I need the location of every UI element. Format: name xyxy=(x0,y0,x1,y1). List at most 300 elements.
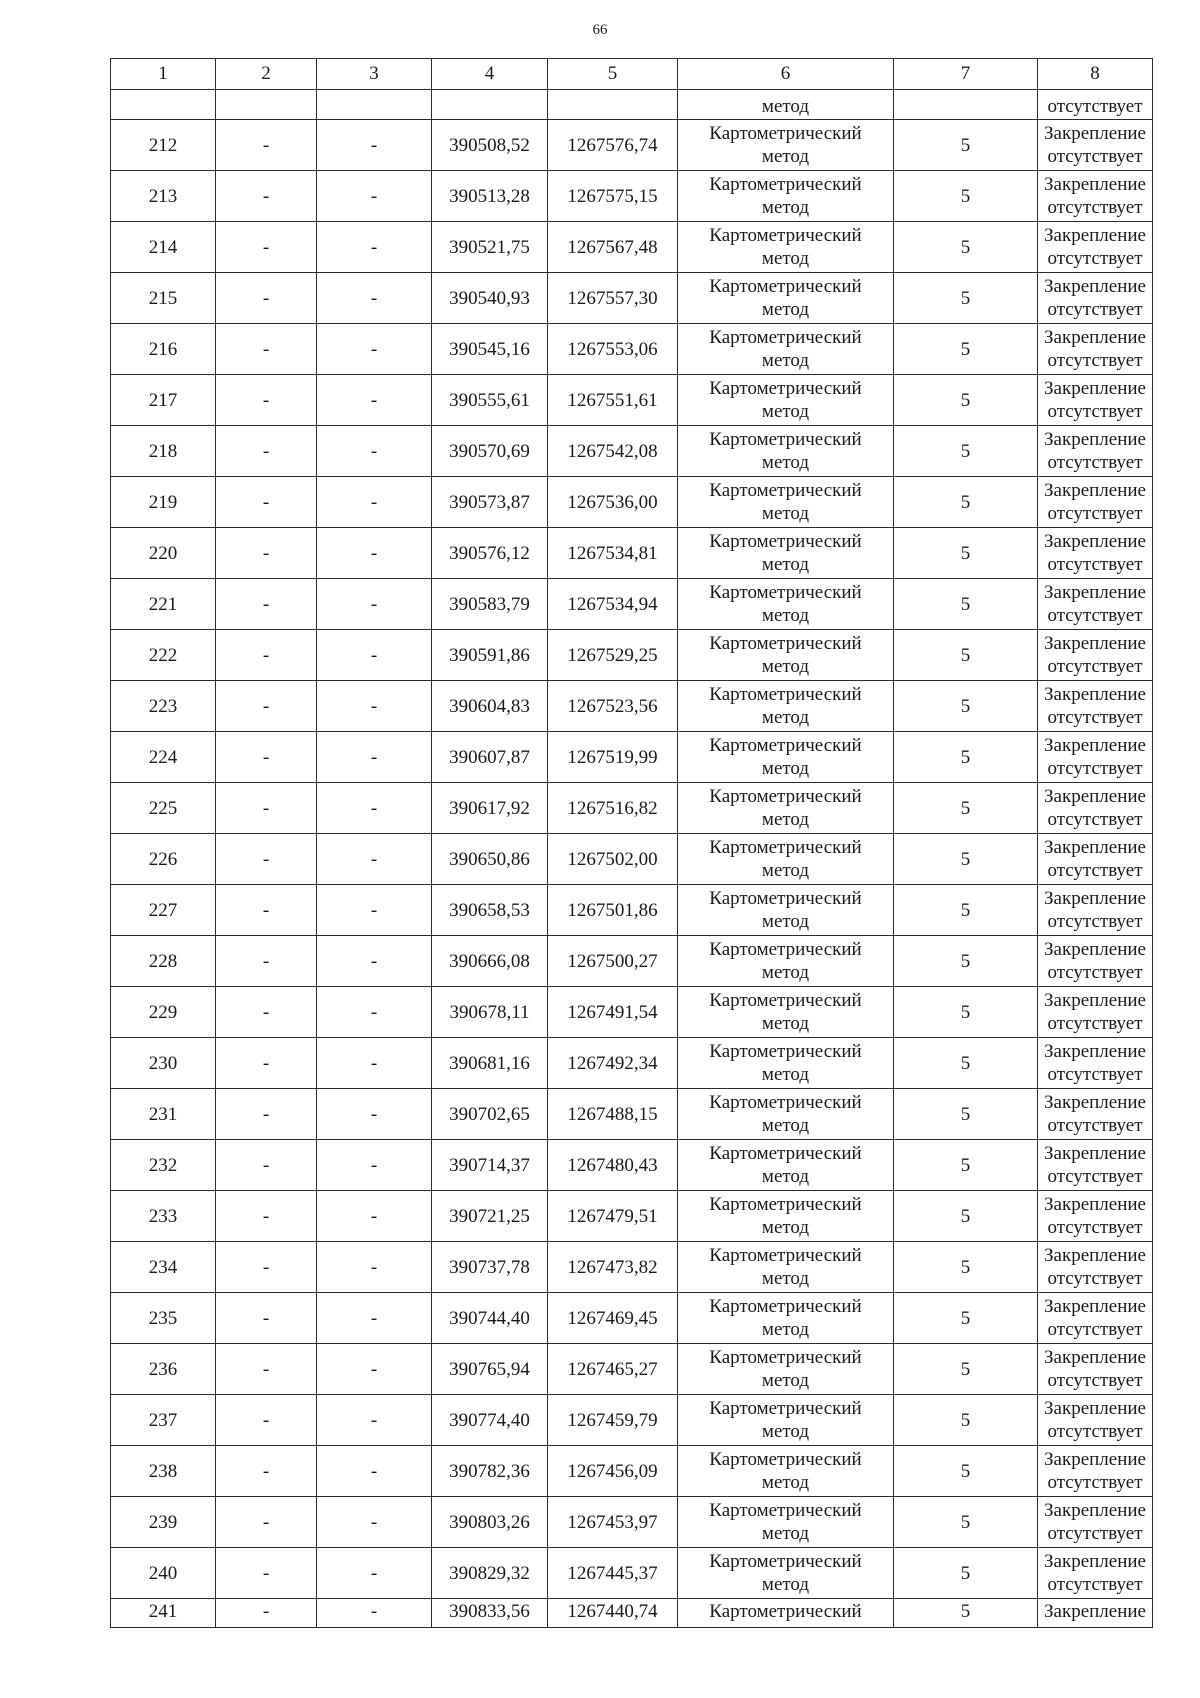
y-coordinate-cell: 1267445,37 xyxy=(548,1548,678,1599)
fixation-cell-line-1: Закрепление xyxy=(1044,1092,1146,1113)
table-cell: - xyxy=(216,630,317,681)
point-number-cell: 231 xyxy=(111,1089,216,1140)
table-cell: - xyxy=(317,732,432,783)
table-cell: - xyxy=(216,1599,317,1628)
accuracy-cell: 5 xyxy=(894,1446,1038,1497)
x-coordinate-cell: 390744,40 xyxy=(432,1293,548,1344)
y-coordinate-cell: 1267480,43 xyxy=(548,1140,678,1191)
point-number-cell: 239 xyxy=(111,1497,216,1548)
table-cell: - xyxy=(216,1242,317,1293)
table-cell: - xyxy=(216,273,317,324)
method-cell-line-2: метод xyxy=(761,350,810,371)
column-header: 7 xyxy=(894,59,1038,90)
x-coordinate-cell: 390765,94 xyxy=(432,1344,548,1395)
accuracy-cell: 5 xyxy=(894,987,1038,1038)
method-cell-line-1: Картометрический xyxy=(709,786,862,807)
method-cell-line-1: Картометрический xyxy=(709,1143,862,1164)
fixation-cell xyxy=(1038,324,1153,375)
method-cell xyxy=(678,885,894,936)
table-cell: - xyxy=(216,1038,317,1089)
accuracy-cell: 5 xyxy=(894,681,1038,732)
fixation-cell-line-1: Закрепление xyxy=(1044,225,1146,246)
point-number-cell: 224 xyxy=(111,732,216,783)
x-coordinate-cell: 390604,83 xyxy=(432,681,548,732)
fixation-cell-line-2: отсутствует xyxy=(1047,1472,1143,1493)
table-cell: - xyxy=(216,1446,317,1497)
x-coordinate-cell: 390573,87 xyxy=(432,477,548,528)
table-row xyxy=(111,171,1153,222)
fixation-cell-line-2: отсутствует xyxy=(1047,197,1143,218)
y-coordinate-cell: 1267576,74 xyxy=(548,120,678,171)
fixation-cell-line-2: отсутствует xyxy=(1047,1013,1143,1034)
table-row xyxy=(111,426,1153,477)
fixation-cell xyxy=(1038,1548,1153,1599)
y-coordinate-cell: 1267553,06 xyxy=(548,324,678,375)
fixation-cell xyxy=(1038,1191,1153,1242)
fixation-cell-line-2: отсутствует xyxy=(1047,809,1143,830)
table-cell: - xyxy=(216,375,317,426)
table-cell: - xyxy=(216,987,317,1038)
method-cell-line-2: метод xyxy=(761,809,810,830)
method-cell-line-1: Картометрический xyxy=(709,633,862,654)
method-cell-line-1: Картометрический xyxy=(709,1449,862,1470)
fixation-cell-line-2: отсутствует xyxy=(1047,1370,1143,1391)
fixation-cell-line-1: Закрепление xyxy=(1044,1296,1146,1317)
table-cell: - xyxy=(317,834,432,885)
method-cell xyxy=(678,1293,894,1344)
x-coordinate-cell: 390540,93 xyxy=(432,273,548,324)
method-cell xyxy=(678,375,894,426)
table-cell: - xyxy=(216,1497,317,1548)
fixation-cell xyxy=(1038,885,1153,936)
accuracy-cell: 5 xyxy=(894,885,1038,936)
point-number-cell: 221 xyxy=(111,579,216,630)
fixation-cell xyxy=(1038,834,1153,885)
table-cell: - xyxy=(216,120,317,171)
fixation-cell-line-1: Закрепление xyxy=(1044,939,1146,960)
y-coordinate-cell: 1267473,82 xyxy=(548,1242,678,1293)
y-coordinate-cell: 1267501,86 xyxy=(548,885,678,936)
table-cell: - xyxy=(216,1548,317,1599)
page-number: 66 xyxy=(592,22,608,38)
point-number-cell: 213 xyxy=(111,171,216,222)
x-coordinate-cell: 390650,86 xyxy=(432,834,548,885)
fixation-cell xyxy=(1038,783,1153,834)
method-cell-line-1: Картометрический xyxy=(709,735,862,756)
fixation-cell-line-2: отсутствует xyxy=(1047,911,1143,932)
table-row xyxy=(111,885,1153,936)
table-row xyxy=(111,1446,1153,1497)
table-row xyxy=(111,222,1153,273)
method-cell xyxy=(678,1038,894,1089)
y-coordinate-cell: 1267491,54 xyxy=(548,987,678,1038)
method-cell-line-2: метод xyxy=(761,962,810,983)
point-number-cell: 240 xyxy=(111,1548,216,1599)
y-coordinate-cell: 1267440,74 xyxy=(548,1599,678,1628)
method-cell-line-2: метод xyxy=(761,1574,810,1595)
table-row xyxy=(111,1038,1153,1089)
method-cell-line-1: Картометрический xyxy=(709,1296,862,1317)
fixation-cell xyxy=(1038,1038,1153,1089)
fixation-cell xyxy=(1038,936,1153,987)
fixation-cell xyxy=(1038,630,1153,681)
fixation-cell xyxy=(1038,477,1153,528)
method-cell-line-1: Картометрический xyxy=(709,1551,862,1572)
method-cell-line-1: Картометрический xyxy=(709,582,862,603)
table-row-partial xyxy=(111,1599,1153,1628)
table-row xyxy=(111,987,1153,1038)
method-cell-line-2: метод xyxy=(761,656,810,677)
table-cell xyxy=(432,90,548,120)
fixation-cell xyxy=(1038,1446,1153,1497)
method-cell xyxy=(678,1242,894,1293)
fixation-cell-line-1: Закрепление xyxy=(1044,1500,1146,1521)
fixation-cell-line-1: Закрепление xyxy=(1044,174,1146,195)
fixation-cell xyxy=(1038,375,1153,426)
x-coordinate-cell: 390721,25 xyxy=(432,1191,548,1242)
point-number-cell: 218 xyxy=(111,426,216,477)
table-cell: - xyxy=(317,1140,432,1191)
y-coordinate-cell: 1267542,08 xyxy=(548,426,678,477)
point-number-cell: 225 xyxy=(111,783,216,834)
fixation-cell-line-2: отсутствует xyxy=(1047,299,1143,320)
method-cell-line-2: метод xyxy=(761,1217,810,1238)
table-cell: - xyxy=(317,375,432,426)
fixation-cell xyxy=(1038,1497,1153,1548)
method-cell xyxy=(678,834,894,885)
method-cell xyxy=(678,1140,894,1191)
method-cell-line-2: метод xyxy=(761,1013,810,1034)
method-cell xyxy=(678,1191,894,1242)
table-cell: - xyxy=(216,783,317,834)
fixation-cell: Закрепление xyxy=(1038,1599,1153,1628)
table-row xyxy=(111,528,1153,579)
table-cell: - xyxy=(317,1242,432,1293)
fixation-cell-line-2: отсутствует xyxy=(1047,1319,1143,1340)
accuracy-cell: 5 xyxy=(894,1242,1038,1293)
fixation-cell xyxy=(1038,171,1153,222)
table-cell xyxy=(317,90,432,120)
x-coordinate-cell: 390678,11 xyxy=(432,987,548,1038)
x-coordinate-cell: 390545,16 xyxy=(432,324,548,375)
fixation-cell xyxy=(1038,1140,1153,1191)
accuracy-cell: 5 xyxy=(894,171,1038,222)
x-coordinate-cell: 390774,40 xyxy=(432,1395,548,1446)
accuracy-cell: 5 xyxy=(894,732,1038,783)
fixation-cell-line-2: отсутствует xyxy=(1047,1574,1143,1595)
table-cell: - xyxy=(317,426,432,477)
y-coordinate-cell: 1267488,15 xyxy=(548,1089,678,1140)
fixation-cell xyxy=(1038,426,1153,477)
fixation-cell-line-1: Закрепление xyxy=(1044,582,1146,603)
column-header: 8 xyxy=(1038,59,1153,90)
method-cell-line-2: метод xyxy=(761,1166,810,1187)
column-header: 2 xyxy=(216,59,317,90)
fixation-cell-line-1: Закрепление xyxy=(1044,633,1146,654)
method-cell-line-1: Картометрический xyxy=(709,1347,862,1368)
method-cell-line-1: Картометрический xyxy=(709,429,862,450)
table-row xyxy=(111,1548,1153,1599)
method-cell xyxy=(678,120,894,171)
fixation-cell-line-2: отсутствует xyxy=(1047,656,1143,677)
fixation-cell-line-1: Закрепление xyxy=(1044,1194,1146,1215)
method-cell xyxy=(678,681,894,732)
fixation-cell xyxy=(1038,1242,1153,1293)
method-cell-line-2: метод xyxy=(761,248,810,269)
table-cell: - xyxy=(317,783,432,834)
point-number-cell: 228 xyxy=(111,936,216,987)
table-row xyxy=(111,1242,1153,1293)
accuracy-cell: 5 xyxy=(894,1548,1038,1599)
accuracy-cell: 5 xyxy=(894,1344,1038,1395)
y-coordinate-cell: 1267529,25 xyxy=(548,630,678,681)
y-coordinate-cell: 1267519,99 xyxy=(548,732,678,783)
table-cell: - xyxy=(317,171,432,222)
table-body xyxy=(111,90,1153,1628)
fixation-cell-line-2: отсутствует xyxy=(1047,1217,1143,1238)
fixation-cell-line-1: Закрепление xyxy=(1044,429,1146,450)
y-coordinate-cell: 1267456,09 xyxy=(548,1446,678,1497)
table-cell: - xyxy=(317,324,432,375)
x-coordinate-cell: 390666,08 xyxy=(432,936,548,987)
point-number-cell: 233 xyxy=(111,1191,216,1242)
method-cell: метод xyxy=(678,90,894,120)
method-cell-line-1: Картометрический xyxy=(709,837,862,858)
accuracy-cell: 5 xyxy=(894,528,1038,579)
accuracy-cell: 5 xyxy=(894,324,1038,375)
table-cell: - xyxy=(317,579,432,630)
table-cell: - xyxy=(317,1038,432,1089)
point-number-cell: 212 xyxy=(111,120,216,171)
fixation-cell-line-2: отсутствует xyxy=(1047,962,1143,983)
accuracy-cell: 5 xyxy=(894,1599,1038,1628)
method-cell-line-2: метод xyxy=(761,1523,810,1544)
point-number-cell: 226 xyxy=(111,834,216,885)
fixation-cell-line-2: отсутствует xyxy=(1047,860,1143,881)
table-cell: - xyxy=(216,1089,317,1140)
accuracy-cell: 5 xyxy=(894,1089,1038,1140)
x-coordinate-cell: 390737,78 xyxy=(432,1242,548,1293)
method-cell-line-1: Картометрический xyxy=(709,225,862,246)
fixation-cell xyxy=(1038,579,1153,630)
method-cell-line-1: Картометрический xyxy=(709,276,862,297)
column-header: 6 xyxy=(678,59,894,90)
table-cell: - xyxy=(216,885,317,936)
fixation-cell-line-1: Закрепление xyxy=(1044,480,1146,501)
x-coordinate-cell: 390555,61 xyxy=(432,375,548,426)
column-header: 5 xyxy=(548,59,678,90)
method-cell-line-2: метод xyxy=(761,1319,810,1340)
method-cell xyxy=(678,630,894,681)
fixation-cell-line-2: отсутствует xyxy=(1047,1523,1143,1544)
point-number-cell: 229 xyxy=(111,987,216,1038)
method-cell-line-2: метод xyxy=(761,1064,810,1085)
method-cell-line-1: Картометрический xyxy=(709,1092,862,1113)
table-cell: - xyxy=(216,171,317,222)
table-cell: - xyxy=(317,936,432,987)
point-number-cell: 241 xyxy=(111,1599,216,1628)
column-header: 3 xyxy=(317,59,432,90)
y-coordinate-cell: 1267536,00 xyxy=(548,477,678,528)
table-cell: - xyxy=(216,222,317,273)
fixation-cell-line-1: Закрепление xyxy=(1044,684,1146,705)
y-coordinate-cell: 1267575,15 xyxy=(548,171,678,222)
method-cell xyxy=(678,477,894,528)
method-cell-line-2: метод xyxy=(761,1472,810,1493)
accuracy-cell: 5 xyxy=(894,477,1038,528)
y-coordinate-cell: 1267465,27 xyxy=(548,1344,678,1395)
y-coordinate-cell: 1267516,82 xyxy=(548,783,678,834)
table-row xyxy=(111,1395,1153,1446)
table-row xyxy=(111,1140,1153,1191)
table-cell: - xyxy=(317,681,432,732)
method-cell xyxy=(678,987,894,1038)
method-cell xyxy=(678,222,894,273)
method-cell xyxy=(678,579,894,630)
column-header: 4 xyxy=(432,59,548,90)
method-cell-line-2: метод xyxy=(761,605,810,626)
coordinates-table xyxy=(110,58,1153,1628)
method-cell-line-2: метод xyxy=(761,299,810,320)
x-coordinate-cell: 390513,28 xyxy=(432,171,548,222)
x-coordinate-cell: 390803,26 xyxy=(432,1497,548,1548)
x-coordinate-cell: 390658,53 xyxy=(432,885,548,936)
column-number-header-row xyxy=(111,59,1153,90)
column-header: 1 xyxy=(111,59,216,90)
point-number-cell: 236 xyxy=(111,1344,216,1395)
point-number-cell: 219 xyxy=(111,477,216,528)
table-row xyxy=(111,120,1153,171)
x-coordinate-cell: 390576,12 xyxy=(432,528,548,579)
method-cell xyxy=(678,171,894,222)
y-coordinate-cell: 1267492,34 xyxy=(548,1038,678,1089)
table-row xyxy=(111,324,1153,375)
fixation-cell xyxy=(1038,1344,1153,1395)
y-coordinate-cell: 1267479,51 xyxy=(548,1191,678,1242)
method-cell-line-2: метод xyxy=(761,1421,810,1442)
accuracy-cell: 5 xyxy=(894,579,1038,630)
method-cell xyxy=(678,1497,894,1548)
accuracy-cell: 5 xyxy=(894,1395,1038,1446)
point-number-cell: 222 xyxy=(111,630,216,681)
method-cell-line-1: Картометрический xyxy=(709,378,862,399)
fixation-cell xyxy=(1038,1293,1153,1344)
fixation-cell-line-1: Закрепление xyxy=(1044,1245,1146,1266)
method-cell-line-1: Картометрический xyxy=(709,531,862,552)
y-coordinate-cell: 1267453,97 xyxy=(548,1497,678,1548)
fixation-cell-line-1: Закрепление xyxy=(1044,276,1146,297)
accuracy-cell: 5 xyxy=(894,222,1038,273)
table-cell: - xyxy=(216,324,317,375)
table-row xyxy=(111,783,1153,834)
table-cell: - xyxy=(317,1497,432,1548)
fixation-cell-line-2: отсутствует xyxy=(1047,503,1143,524)
table-row xyxy=(111,579,1153,630)
accuracy-cell: 5 xyxy=(894,1293,1038,1344)
method-cell xyxy=(678,1395,894,1446)
table-cell: - xyxy=(317,1293,432,1344)
table-row xyxy=(111,834,1153,885)
fixation-cell-line-1: Закрепление xyxy=(1044,531,1146,552)
point-number-cell: 214 xyxy=(111,222,216,273)
table-cell: - xyxy=(317,273,432,324)
table-cell: - xyxy=(317,1395,432,1446)
table-row xyxy=(111,681,1153,732)
fixation-cell-line-2: отсутствует xyxy=(1047,1115,1143,1136)
method-cell-line-1: Картометрический xyxy=(709,480,862,501)
method-cell xyxy=(678,528,894,579)
fixation-cell xyxy=(1038,528,1153,579)
x-coordinate-cell: 390521,75 xyxy=(432,222,548,273)
accuracy-cell: 5 xyxy=(894,630,1038,681)
table-row xyxy=(111,630,1153,681)
table-cell: - xyxy=(216,1293,317,1344)
fixation-cell xyxy=(1038,120,1153,171)
table-cell: - xyxy=(317,1191,432,1242)
table-cell: - xyxy=(317,885,432,936)
y-coordinate-cell: 1267567,48 xyxy=(548,222,678,273)
method-cell-line-1: Картометрический xyxy=(709,990,862,1011)
point-number-cell: 238 xyxy=(111,1446,216,1497)
accuracy-cell: 5 xyxy=(894,1497,1038,1548)
point-number-cell: 220 xyxy=(111,528,216,579)
method-cell xyxy=(678,732,894,783)
accuracy-cell: 5 xyxy=(894,375,1038,426)
fixation-cell: отсутствует xyxy=(1038,90,1153,120)
method-cell-line-2: метод xyxy=(761,197,810,218)
method-cell-line-1: Картометрический xyxy=(709,1500,862,1521)
table-row xyxy=(111,375,1153,426)
table-row xyxy=(111,1293,1153,1344)
point-number-cell: 232 xyxy=(111,1140,216,1191)
x-coordinate-cell: 390583,79 xyxy=(432,579,548,630)
fixation-cell-line-2: отсутствует xyxy=(1047,758,1143,779)
x-coordinate-cell: 390591,86 xyxy=(432,630,548,681)
method-cell-line-2: метод xyxy=(761,911,810,932)
x-coordinate-cell: 390829,32 xyxy=(432,1548,548,1599)
fixation-cell-line-2: отсутствует xyxy=(1047,452,1143,473)
table-cell: - xyxy=(317,1548,432,1599)
table-cell: - xyxy=(317,1344,432,1395)
y-coordinate-cell: 1267502,00 xyxy=(548,834,678,885)
fixation-cell-line-1: Закрепление xyxy=(1044,1398,1146,1419)
point-number-cell: 215 xyxy=(111,273,216,324)
accuracy-cell: 5 xyxy=(894,1191,1038,1242)
fixation-cell-line-2: отсутствует xyxy=(1047,248,1143,269)
y-coordinate-cell: 1267534,81 xyxy=(548,528,678,579)
point-number-cell: 230 xyxy=(111,1038,216,1089)
table-cell: - xyxy=(216,732,317,783)
fixation-cell-line-2: отсутствует xyxy=(1047,1421,1143,1442)
method-cell-line-2: метод xyxy=(761,758,810,779)
fixation-cell-line-2: отсутствует xyxy=(1047,707,1143,728)
fixation-cell xyxy=(1038,1395,1153,1446)
table-cell: - xyxy=(317,1089,432,1140)
table-cell xyxy=(894,90,1038,120)
method-cell-line-1: Картометрический xyxy=(709,939,862,960)
method-cell-line-1: Картометрический xyxy=(709,1194,862,1215)
fixation-cell-line-2: отсутствует xyxy=(1047,146,1143,167)
fixation-cell xyxy=(1038,1089,1153,1140)
x-coordinate-cell: 390617,92 xyxy=(432,783,548,834)
method-cell xyxy=(678,783,894,834)
point-number-cell: 227 xyxy=(111,885,216,936)
fixation-cell xyxy=(1038,732,1153,783)
table-cell: - xyxy=(216,1140,317,1191)
table-cell: - xyxy=(216,477,317,528)
table-row xyxy=(111,273,1153,324)
y-coordinate-cell: 1267523,56 xyxy=(548,681,678,732)
